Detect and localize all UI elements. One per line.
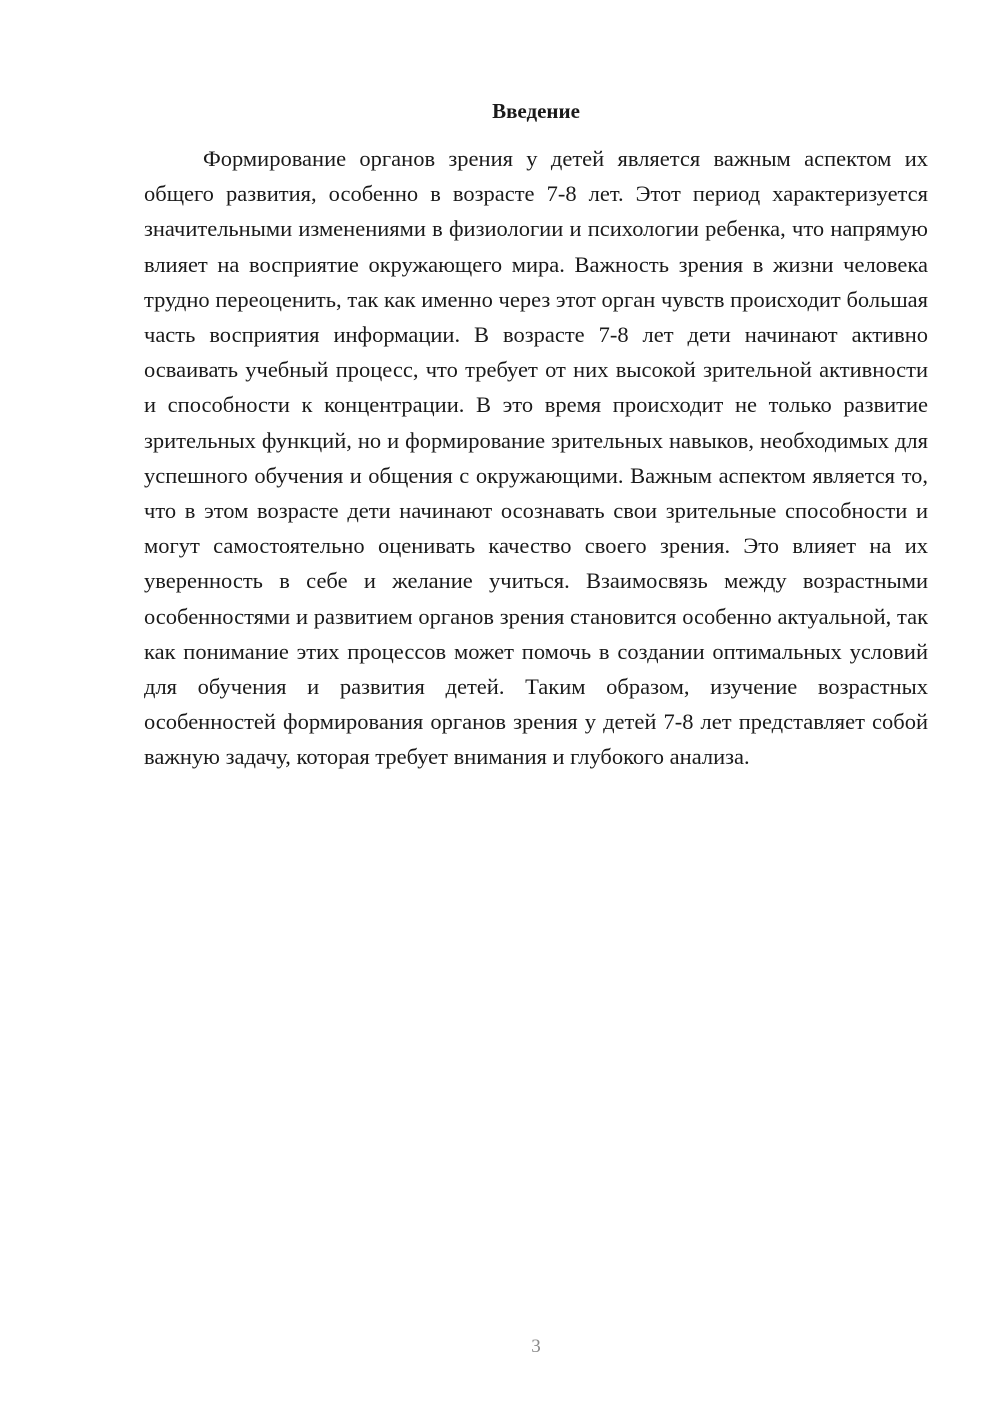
page-number: 3 [531, 1336, 541, 1357]
introduction-paragraph: Формирование органов зрения у детей является важным аспектом их общего развития, особенно в возрасте 7-8 лет. Этот период характеризуется значительными изменениями в физиологии и психологии ребенка, что напрямую влияет на восприятие окружающего мира. Важность зрения в жизни человека трудно переоценить, так как именно через этот орган чувств происходит большая часть восприятия информации. В возрасте 7-8 лет дети начинают активно осваивать учебный процесс, что требует от них высокой зрительной активности и способности к концентрации. В это время происходит не только развитие зрительных функций, но и формирование зрительных навыков, необходимых для успешного обучения и общения с окружающими. Важным аспектом является то, что в этом возрасте дети начинают осознавать свои зрительные способности и могут самостоятельно оценивать качество своего зрения. Это влияет на их уверенность в себе и желание учиться. Взаимосвязь между возрастными особенностями и развитием органов зрения становится особенно актуальной, так как понимание этих процессов может помочь в создании оптимальных условий для обучения и развития детей. Таким образом, изучение возрастных особенностей формирования органов зрения у детей 7-8 лет представляет собой важную задачу, которая требует внимания и глубокого анализа. [144, 146, 928, 770]
section-heading: Введение [492, 99, 580, 123]
